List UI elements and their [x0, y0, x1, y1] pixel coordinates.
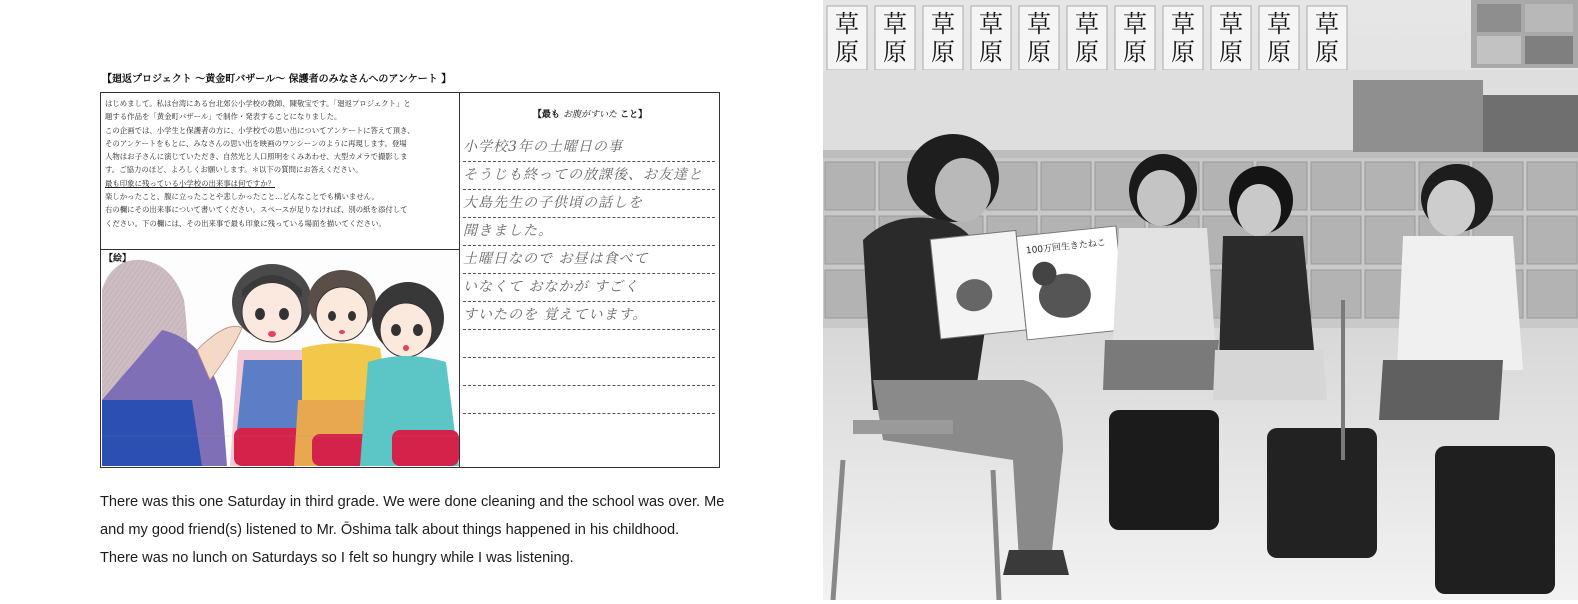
intro-line: はじめまして。私は台湾にある台北郊公小学校の教師、陳敬宝です。「廻返プロジェクト」と: [105, 99, 411, 108]
shelf-cubby: [1041, 162, 1091, 210]
intro-line: 楽しかったこと、腹に立ったことや悲しかったこと…どんなことでも構いません。: [105, 192, 379, 202]
calligraphy-character: 草: [931, 10, 955, 38]
intro-text: [105, 97, 457, 247]
calligraphy-character: 草: [1075, 10, 1099, 38]
caption-line: There was no lunch on Saturdays so I felt so hungry while I was listening.: [100, 550, 574, 566]
english-caption: [100, 488, 740, 572]
shelf-cubby: [825, 162, 875, 210]
calligraphy-character: 草: [883, 10, 907, 38]
answer-line: 大島先生の子供頃の話しを: [463, 189, 715, 218]
caption-line: There was this one Saturday in third grade. We were done cleaning and the school was over. Me: [100, 494, 725, 510]
calligraphy-character: 原: [1315, 38, 1339, 66]
calligraphy-character: 草: [979, 10, 1003, 38]
shelf-cubby: [1527, 270, 1577, 318]
calligraphy-character: 草: [835, 10, 859, 38]
intro-line: この企画では、小学生と保護者の方に、小学校での思い出についてアンケートに答えて頂き、: [105, 125, 415, 135]
calligraphy-character: 草: [1171, 10, 1195, 38]
answer-line: [463, 385, 715, 414]
shelf-cubby: [1527, 162, 1577, 210]
answer-line: [463, 357, 715, 386]
calligraphy-character: 草: [1219, 10, 1243, 38]
questionnaire-form: [100, 92, 720, 468]
intro-line: 題する作品を「黄金町バザール」で制作・発表することになりました。: [105, 112, 342, 122]
answer-title-prefix: 【最も: [532, 110, 560, 120]
answer-title-suffix: こと】: [620, 110, 648, 120]
intro-line: 最も印象に残っている小学校の出来事は何ですか？: [105, 178, 275, 188]
calligraphy-character: 原: [931, 38, 955, 66]
answer-line: 聞きました。: [463, 217, 715, 246]
intro-line: す。ご協力のほど、よろしくお願いします。＊以下の質問にお答えください。: [105, 165, 363, 175]
crayon-drawing-image: [102, 250, 459, 466]
calligraphy-character: 原: [835, 38, 859, 66]
shelf-cubby: [1527, 216, 1577, 264]
calligraphy-character: 草: [1315, 10, 1339, 38]
shelf-cubby: [1311, 162, 1361, 210]
answer-line: 土曜日なので お昼は食べて: [463, 245, 715, 274]
intro-line: そのアンケートをもとに、みなさんの思い出を映画のワンシーンのように再現します。登場: [105, 138, 407, 148]
calligraphy-character: 草: [1123, 10, 1147, 38]
calligraphy-character: 草: [1027, 10, 1051, 38]
answer-line: そうじも終っての放課後、お友達と: [463, 161, 715, 190]
shelf-cubby: [1311, 270, 1361, 318]
drawing-label: 【絵】: [104, 254, 132, 264]
questionnaire-title: 【廻返プロジェクト ～黄金町バザール～ 保護者のみなさんへのアンケート 】: [102, 74, 452, 85]
caption-line: and my good friend(s) listened to Mr. Ōshima talk about things happened in his childhood.: [100, 522, 680, 538]
answer-line: 小学校3年の土曜日の事: [463, 133, 715, 162]
classroom-photo-image: [823, 0, 1578, 600]
book-title: 100万回生きたねこ: [1025, 238, 1107, 257]
answer-line: [463, 329, 715, 358]
calligraphy-character: 原: [1123, 38, 1147, 66]
answer-title-handwritten: お腹がすいた: [562, 110, 617, 120]
shelf-cubby: [1311, 216, 1361, 264]
answer-title: [461, 107, 719, 120]
intro-line: 人物はお子さんに演じていただき、自然光と人口照明をくみあわせ、大型カメラで撮影しま: [105, 152, 408, 162]
answer-line: いなくて おなかが すごく: [463, 273, 715, 302]
calligraphy-character: 原: [1267, 38, 1291, 66]
intro-line: 右の欄にその出来事について書いてください。スペースが足りなければ、別の紙を添付して: [105, 205, 408, 215]
calligraphy-character: 原: [979, 38, 1003, 66]
answer-line: すいたのを 覚えています。: [463, 301, 715, 330]
classroom-photo: [823, 0, 1578, 600]
calligraphy-character: 草: [1267, 10, 1291, 38]
calligraphy-character: 原: [883, 38, 907, 66]
column-divider: [459, 93, 460, 467]
calligraphy-character: 原: [1075, 38, 1099, 66]
intro-line: ください。下の欄には、その出来事で最も印象に残っている場面を描いてください。: [105, 218, 386, 228]
calligraphy-character: 原: [1027, 38, 1051, 66]
calligraphy-character: 原: [1171, 38, 1195, 66]
calligraphy-character: 原: [1219, 38, 1243, 66]
shelf-cubby: [1365, 162, 1415, 210]
child-drawing: [102, 250, 459, 466]
questionnaire-sheet: [100, 68, 720, 470]
